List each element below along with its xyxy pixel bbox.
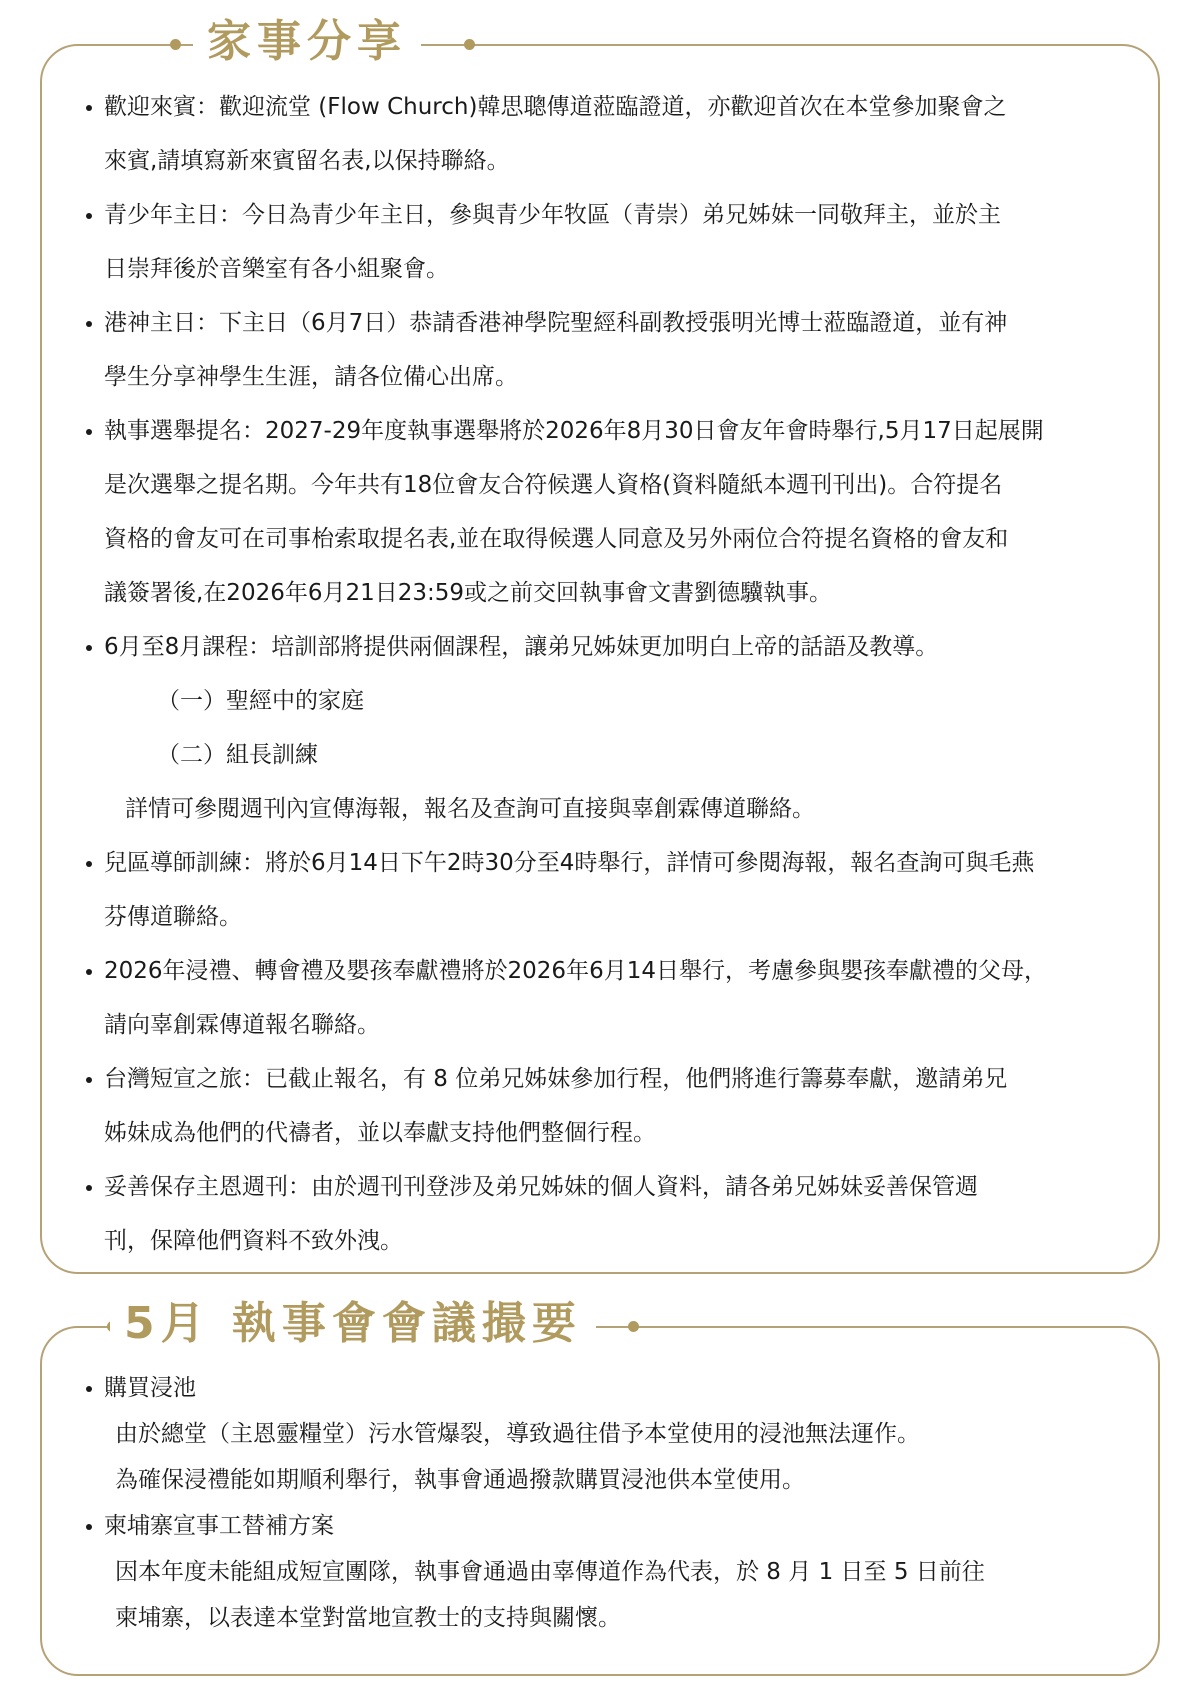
item-text: 兒區導師訓練：將於6月14日下午2時30分至4時舉行，詳情可參閱海報，報名查詢可與毛燕 xyxy=(104,850,1035,876)
list-item xyxy=(82,296,1142,404)
item-text: 執事選舉提名：2027-29年度執事選舉將於2026年8月30日會友年會時舉行,5月17日起展開 xyxy=(104,418,1044,444)
item-text: 妥善保存主恩週刊：由於週刊刊登涉及弟兄姊妹的個人資料，請各弟兄姊妹妥善保管週 xyxy=(104,1174,978,1200)
course-note: 詳情可參閱週刊內宣傳海報，報名及查詢可直接與辜創霖傳道聯絡。 xyxy=(125,796,815,822)
item-text: 學生分享神學生生涯，請各位備心出席。 xyxy=(104,364,518,390)
list-item xyxy=(82,80,1142,188)
announcements-list xyxy=(82,80,1142,1268)
item-text: 2026年浸禮、轉會禮及嬰孩奉獻禮將於2026年6月14日舉行，考慮參與嬰孩奉獻禮的父母， xyxy=(104,958,1047,984)
list-item xyxy=(82,1160,1142,1268)
list-item xyxy=(82,944,1142,1052)
list-item xyxy=(82,1503,1142,1549)
item-heading: 柬埔寨宣事工替補方案 xyxy=(104,1513,334,1539)
item-text: 柬埔寨，以表達本堂對當地宣教士的支持與關懷。 xyxy=(115,1605,621,1631)
decorative-dot xyxy=(464,39,475,50)
decorative-dot xyxy=(628,1321,639,1332)
decorative-dot xyxy=(170,39,181,50)
item-text: 來賓,請填寫新來賓留名表,以保持聯絡。 xyxy=(104,148,510,174)
item-text: 為確保浸禮能如期順利舉行，執事會通過撥款購買浸池供本堂使用。 xyxy=(115,1467,805,1493)
list-item xyxy=(82,188,1142,296)
meeting-summary-list xyxy=(82,1365,1142,1641)
list-item xyxy=(82,836,1142,944)
item-text: 是次選舉之提名期。今年共有18位會友合符候選人資格(資料隨紙本週刊刊出)。合符提名 xyxy=(104,472,1003,498)
item-text: 議簽署後,在2026年6月21日23:59或之前交回執事會文書劉德驥執事。 xyxy=(104,580,833,606)
item-text: 由於總堂（主恩靈糧堂）污水管爆裂，導致過往借予本堂使用的浸池無法運作。 xyxy=(115,1421,920,1447)
item-text: 姊妹成為他們的代禱者，並以奉獻支持他們整個行程。 xyxy=(104,1120,656,1146)
item-text: 請向辜創霖傳道報名聯絡。 xyxy=(104,1012,380,1038)
item-text: 刊，保障他們資料不致外洩。 xyxy=(104,1228,403,1254)
item-text: 台灣短宣之旅：已截止報名，有 8 位弟兄姊妹參加行程，他們將進行籌募奉獻，邀請弟兄 xyxy=(104,1066,1008,1092)
item-heading: 購買浸池 xyxy=(104,1375,196,1401)
item-text: 港神主日：下主日（6月7日）恭請香港神學院聖經科副教授張明光博士蒞臨證道，並有神 xyxy=(104,310,1008,336)
item-text: 日崇拜後於音樂室有各小組聚會。 xyxy=(104,256,449,282)
section-title-announcements: 家事分享 xyxy=(193,20,421,64)
section-title-meeting-summary: 5月 執事會會議撮要 xyxy=(110,1302,596,1346)
item-text: 資格的會友可在司事枱索取提名表,並在取得候選人同意及另外兩位合符提名資格的會友和 xyxy=(104,526,1009,552)
list-item xyxy=(82,1052,1142,1160)
item-text: 歡迎來賓：歡迎流堂 (Flow Church)韓思聰傳道蒞臨證道，亦歡迎首次在本堂參加聚會之 xyxy=(104,94,1007,120)
item-text: 青少年主日：今日為青少年主日，參與青少年牧區（青崇）弟兄姊妹一同敬拜主，並於主 xyxy=(104,202,1001,228)
item-text: 6月至8月課程：培訓部將提供兩個課程，讓弟兄姊妹更加明白上帝的話語及教導。 xyxy=(104,634,939,660)
item-text: 因本年度未能組成短宣團隊，執事會通過由辜傳道作為代表，於 8 月 1 日至 5 日前往 xyxy=(115,1559,985,1585)
list-item xyxy=(82,1365,1142,1411)
course-item: （一）聖經中的家庭 xyxy=(157,688,364,714)
course-item: （二）組長訓練 xyxy=(157,742,318,768)
item-text: 芬傳道聯絡。 xyxy=(104,904,242,930)
list-item xyxy=(82,620,1142,674)
list-item xyxy=(82,404,1142,620)
